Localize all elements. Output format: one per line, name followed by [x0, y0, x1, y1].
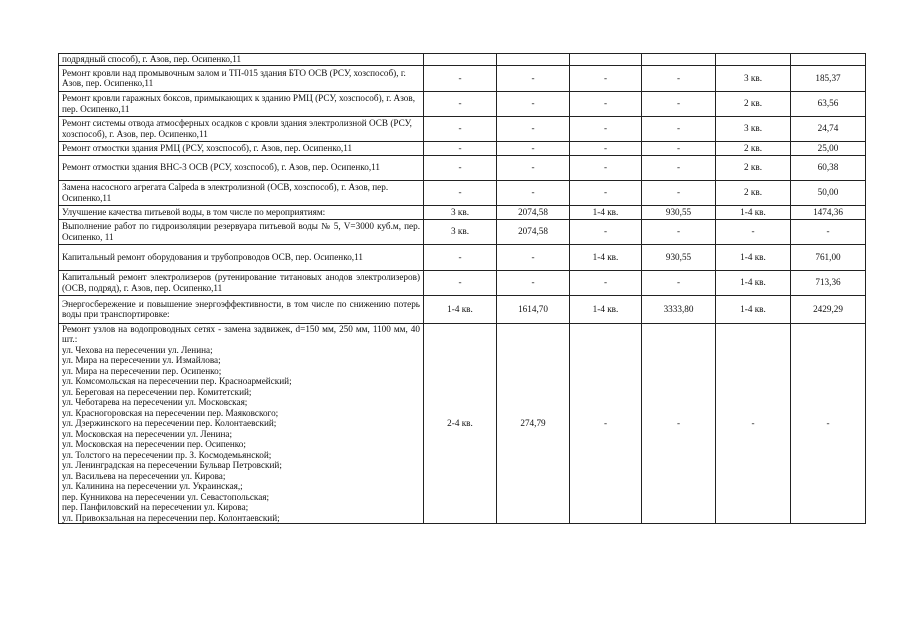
cell-col1: - [424, 91, 497, 116]
street-item: ул. Московская на пересечении пер. Осипенко; [62, 439, 246, 449]
cell-col4: 930,55 [642, 205, 716, 219]
cell-col6: 2429,29 [791, 295, 866, 323]
cell-col6: - [791, 323, 866, 524]
table-row [59, 205, 866, 219]
cell-col4: 930,55 [642, 244, 716, 270]
cell-col3: - [570, 65, 642, 91]
cell-col3: 1-4 кв. [570, 244, 642, 270]
cell-col2: - [497, 180, 570, 205]
cell-col4: - [642, 116, 716, 141]
street-item: ул. Московская на пересечении ул. Ленина; [62, 428, 233, 439]
table-row-last [59, 323, 866, 524]
table-row [59, 155, 866, 180]
cell-description: Ремонт кровли над промывочным залом и ТП-015 здания БТО ОСВ (РСУ, хозспособ), г. Азов, пер. Осипенко,11 [59, 65, 424, 91]
cell-col5: 2 кв. [716, 141, 791, 155]
cell-col3: 1-4 кв. [570, 205, 642, 219]
cell-description: Ремонт системы отвода атмосферных осадков с кровли здания электролизной ОСВ (РСУ, хозспособ), г. Азов, пер. Осипенко,11 [59, 116, 424, 141]
cell-col4: - [642, 219, 716, 244]
cell-col5: - [716, 219, 791, 244]
cell-description: Ремонт кровли гаражных боксов, примыкающих к зданию РМЦ (РСУ, хозспособ), г. Азов, пер. Осипенко,11 [59, 91, 424, 116]
cell-col1: - [424, 155, 497, 180]
cell-col5: 2 кв. [716, 91, 791, 116]
street-item: ул. Васильева на пересечении ул. Кирова; [62, 470, 226, 481]
cell-col5: 2 кв. [716, 155, 791, 180]
street-item: ул. Береговая на пересечении пер. Комитетский; [62, 386, 252, 397]
street-item: ул. Калинина на пересечении ул. Украинская,; [62, 481, 243, 491]
cell-col4 [642, 54, 716, 66]
cell-col2: 274,79 [497, 323, 570, 524]
table-row [59, 141, 866, 155]
street-item: ул. Дзержинского на пересечении пер. Колонтаевский; [62, 418, 277, 428]
cell-description: Капитальный ремонт оборудования и трубопроводов ОСВ, пер. Осипенко,11 [59, 244, 424, 270]
cell-col4: - [642, 180, 716, 205]
cell-col1: - [424, 270, 497, 295]
cell-col3: - [570, 91, 642, 116]
cell-description: Ремонт отмостки здания РМЦ (РСУ, хозспособ), г. Азов, пер. Осипенко,11 [59, 141, 424, 155]
cell-col2 [497, 54, 570, 66]
cell-col4: - [642, 323, 716, 524]
cell-col2: - [497, 141, 570, 155]
table-row [59, 244, 866, 270]
cell-col6: 713,36 [791, 270, 866, 295]
cell-col3: - [570, 155, 642, 180]
street-list [62, 324, 420, 524]
street-item: ул. Мира на пересечении ул. Измайлова; [62, 355, 221, 365]
cell-col4: - [642, 141, 716, 155]
cell-col4: 3333,80 [642, 295, 716, 323]
cell-col6: 24,74 [791, 116, 866, 141]
cell-col5: 1-4 кв. [716, 270, 791, 295]
cell-col4: - [642, 91, 716, 116]
table-body [59, 54, 866, 524]
cell-description: Энергосбережение и повышение энергоэффективности, в том числе по снижению потерь воды при транспортировке: [59, 295, 424, 323]
cell-col1: 3 кв. [424, 205, 497, 219]
cell-col2: - [497, 116, 570, 141]
cell-col5: 2 кв. [716, 180, 791, 205]
table-row [59, 270, 866, 295]
cell-col1: - [424, 244, 497, 270]
cell-col6: 60,38 [791, 155, 866, 180]
table-row [59, 219, 866, 244]
cell-col1: 2-4 кв. [424, 323, 497, 524]
cell-col6: 1474,36 [791, 205, 866, 219]
cell-description: подрядный способ), г. Азов, пер. Осипенко,11 [59, 54, 424, 66]
cell-col2: 2074,58 [497, 219, 570, 244]
street-item: ул. Красногоровская на пересечении пер. Маяковского; [62, 407, 279, 418]
cell-col6: 185,37 [791, 65, 866, 91]
cell-col1: 1-4 кв. [424, 295, 497, 323]
cell-col6: 63,56 [791, 91, 866, 116]
cell-col4: - [642, 65, 716, 91]
cell-col6 [791, 54, 866, 66]
cell-col5: 3 кв. [716, 116, 791, 141]
cell-col3: - [570, 141, 642, 155]
cell-col3: - [570, 219, 642, 244]
cell-col5: 1-4 кв. [716, 205, 791, 219]
cell-col3: 1-4 кв. [570, 295, 642, 323]
cell-description: Ремонт отмостки здания ВНС-3 ОСВ (РСУ, хозспособ), г. Азов, пер. Осипенко,11 [59, 155, 424, 180]
cell-col2: 1614,70 [497, 295, 570, 323]
cell-col1 [424, 54, 497, 66]
street-item: ул. Толстого на пересечении пр. З. Космодемьянской; [62, 449, 272, 460]
cell-col3: - [570, 270, 642, 295]
cell-description: Капитальный ремонт электролизеров (рутенирование титановых анодов электролизеров) (ОСВ, подряд), г. Азов, пер. Осипенко,11 [59, 270, 424, 295]
cell-col6: 50,00 [791, 180, 866, 205]
street-item: ул. Мира на пересечении пер. Осипенко; [62, 365, 222, 376]
table-row [59, 116, 866, 141]
table-row [59, 180, 866, 205]
cell-col5: 3 кв. [716, 65, 791, 91]
cell-col1: 3 кв. [424, 219, 497, 244]
cell-col5 [716, 54, 791, 66]
cell-col2: - [497, 155, 570, 180]
street-item: ул. Ленинградская на пересечении Бульвар Петровский; [62, 460, 282, 470]
works-table [58, 53, 866, 524]
cell-col1: - [424, 180, 497, 205]
cell-col5: 1-4 кв. [716, 295, 791, 323]
cell-col1: - [424, 65, 497, 91]
cell-col2: - [497, 270, 570, 295]
cell-col2: - [497, 244, 570, 270]
street-item: пер. Панфиловский на пересечении ул. Кирова; [62, 502, 249, 512]
table-row [59, 295, 866, 323]
cell-col4: - [642, 155, 716, 180]
street-item: ул. Чеботарева на пересечении ул. Московская; [62, 397, 248, 407]
cell-col6: 761,00 [791, 244, 866, 270]
street-item: пер. Кунникова на пересечении ул. Севастопольская; [62, 491, 270, 502]
table-row [59, 65, 866, 91]
cell-col3: - [570, 323, 642, 524]
cell-col2: - [497, 91, 570, 116]
cell-col4: - [642, 270, 716, 295]
intro-text: Ремонт узлов на водопроводных сетях - замена задвижек, d=150 мм, 250 мм, 1100 мм, 40 шт.: [62, 323, 420, 344]
street-item: ул. Комсомольская на пересечении пер. Красноармейский; [62, 376, 292, 386]
cell-col3: - [570, 116, 642, 141]
table-row [59, 91, 866, 116]
cell-col2: 2074,58 [497, 205, 570, 219]
cell-col6: - [791, 219, 866, 244]
cell-col2: - [497, 65, 570, 91]
cell-col3 [570, 54, 642, 66]
cell-col1: - [424, 116, 497, 141]
street-item: ул. Привокзальная на пересечении пер. Колонтаевский; [62, 512, 280, 523]
cell-description: Замена насосного агрегата Calpeda в электролизной (ОСВ, хозспособ), г. Азов, пер. Осипенко,11 [59, 180, 424, 205]
table-row [59, 54, 866, 66]
street-item: ул. Чехова на пересечении ул. Ленина; [62, 344, 213, 355]
cell-description: Улучшение качества питьевой воды, в том числе по мероприятиям: [59, 205, 424, 219]
cell-col1: - [424, 141, 497, 155]
cell-col6: 25,00 [791, 141, 866, 155]
cell-col5: 1-4 кв. [716, 244, 791, 270]
cell-col5: - [716, 323, 791, 524]
cell-description: Выполнение работ по гидроизоляции резервуара питьевой воды № 5, V=3000 куб.м, пер. Осипенко, 11 [59, 219, 424, 244]
cell-col3: - [570, 180, 642, 205]
cell-description [59, 323, 424, 524]
